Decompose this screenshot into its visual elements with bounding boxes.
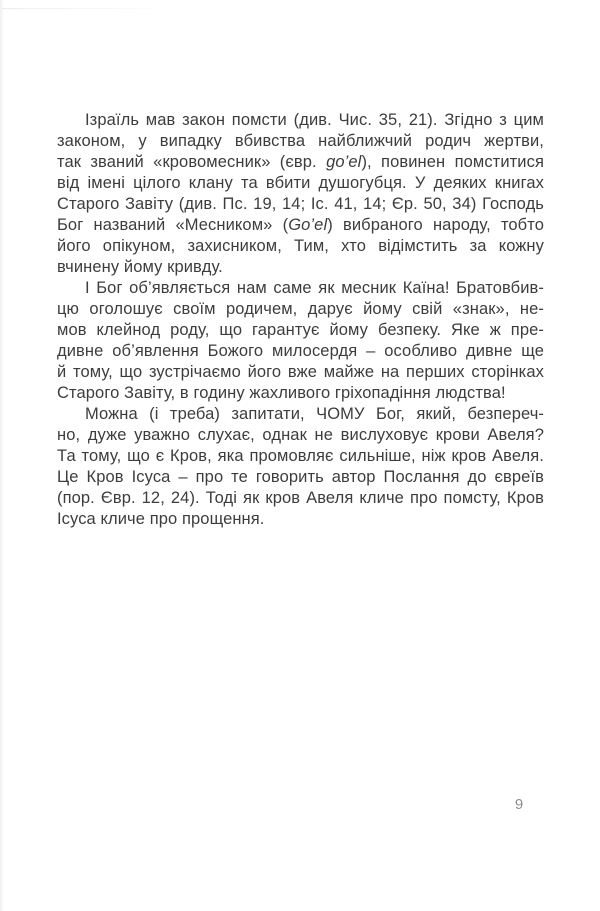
text-segment: (пор. Євр. 12, 24). Тоді як кров Авеля кличе про помсту, Кров	[57, 489, 544, 507]
text-line	[57, 278, 544, 299]
page-edge-shadow-top	[2, 8, 172, 9]
text-line	[57, 194, 544, 215]
text-segment: Ізраїль мав закон помсти (див. Чис. 35, 21). Згідно з цим	[85, 111, 544, 129]
text-segment: Та тому, що є Кров, яка промовляє сильніше, ніж кров Авеля.	[57, 447, 544, 465]
text-segment: Ісуса кличе про прощення.	[57, 510, 265, 528]
text-segment: Бог названий «Месником» (	[57, 216, 289, 234]
text-segment: законом, у випадку вбивства найближчий родич жертви,	[57, 132, 544, 150]
text-line	[57, 467, 544, 488]
text-line	[57, 362, 544, 383]
italic-hebrew-term: Go’el	[288, 216, 328, 234]
text-line	[57, 320, 544, 341]
text-segment: цю оголошує своїм родичем, дарує йому свій «знак», не-	[57, 300, 544, 318]
text-segment: вчинену йому кривду.	[57, 258, 223, 276]
text-line	[57, 383, 544, 404]
text-segment: дивне об’явлення Божого милосердя – особливо дивне ще	[57, 342, 544, 360]
text-line	[57, 131, 544, 152]
text-segment: Старого Завіту (див. Пс. 19, 14; Іс. 41, 14; Єр. 50, 34) Господь	[57, 195, 544, 213]
text-segment: ), повинен помститися	[361, 153, 544, 171]
text-line	[57, 425, 544, 446]
text-segment: но, дуже уважно слухає, однак не вислуховує крови Авеля?	[57, 426, 544, 444]
text-segment: Можна (і треба) запитати, ЧОМУ Бог, який, безпереч-	[85, 405, 544, 423]
text-line	[57, 215, 544, 236]
body-text-block	[57, 110, 544, 530]
text-segment: ) вибраного народу, тобто	[327, 216, 544, 234]
text-line	[57, 341, 544, 362]
text-line	[57, 404, 544, 425]
text-line	[57, 446, 544, 467]
text-segment: так званий «кровомесник» (євр.	[57, 153, 327, 171]
text-line	[57, 257, 544, 278]
italic-hebrew-term: go’el	[326, 153, 362, 171]
text-segment: від імені цілого клану та вбити душогубця. У деяких книгах	[57, 174, 544, 192]
text-line	[57, 110, 544, 131]
text-segment: Старого Завіту, в годину жахливого гріхопадіння людства!	[57, 384, 506, 402]
page-edge-shadow-left	[0, 0, 4, 911]
text-line	[57, 509, 544, 530]
page-number: 9	[514, 796, 524, 813]
text-line	[57, 236, 544, 257]
text-line	[57, 488, 544, 509]
text-segment: й тому, що зустрічаємо його вже майже на перших сторінках	[57, 363, 544, 381]
text-line	[57, 152, 544, 173]
text-segment: І Бог об’являється нам саме як месник Каїна! Братовбив-	[85, 279, 544, 297]
text-line	[57, 299, 544, 320]
text-segment: Це Кров Ісуса – про те говорить автор Послання до євреїв	[57, 468, 544, 486]
text-segment: мов клейнод роду, що гарантує йому безпеку. Яке ж пре-	[57, 321, 544, 339]
text-line	[57, 173, 544, 194]
text-segment: його опікуном, захисником, Тим, хто відімстить за кожну	[57, 237, 544, 255]
